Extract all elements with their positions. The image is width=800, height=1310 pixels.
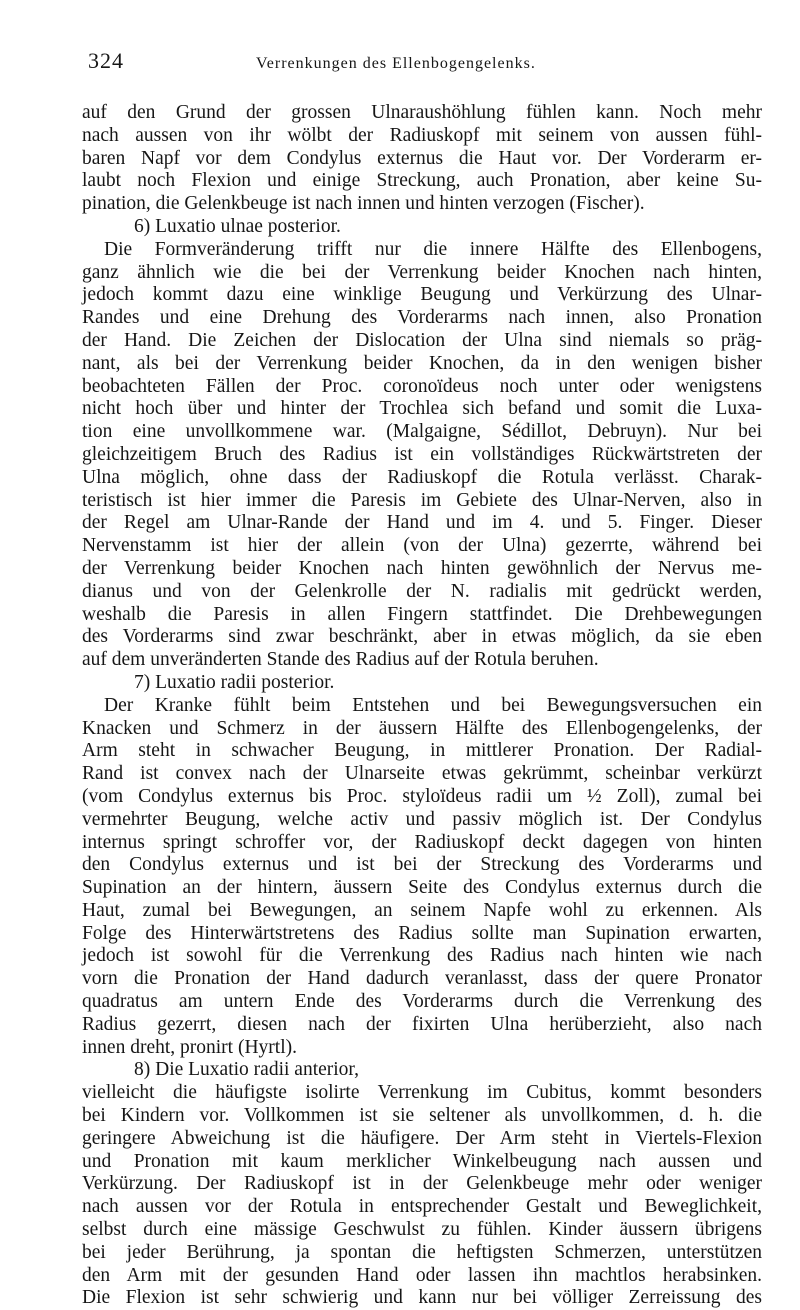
text-line: baren Napf vor dem Condylus externus die Haut vor. Der Vorderarm er- <box>82 147 762 169</box>
text-line: Arm steht in schwacher Beugung, in mittlerer Pronation. Der Radial- <box>82 740 762 762</box>
text-line: der Hand. Die Zeichen der Dislocation der Ulna sind niemals so präg- <box>82 329 762 351</box>
text-line: quadratus am untern Ende des Vorderarms durch die Verrenkung des <box>82 991 762 1013</box>
text-line: jedoch kommt dazu eine winklige Beugung und Verkürzung des Ulnar- <box>82 284 762 306</box>
text-line: Haut, zumal bei Bewegungen, an seinem Napfe wohl zu erkennen. Als <box>82 899 762 921</box>
page-number: 324 <box>88 48 124 73</box>
body-text <box>82 102 762 1310</box>
text-line: auf dem unveränderten Stande des Radius auf der Rotula beruhen. <box>82 649 599 671</box>
page-header <box>88 48 768 82</box>
text-line: Radius gezerrt, diesen nach der fixirten Ulna herüberzieht, also nach <box>82 1013 762 1035</box>
text-line: laubt noch Flexion und einige Streckung, auch Pronation, aber keine Su- <box>82 170 762 192</box>
text-line: des Vorderarms sind zwar beschränkt, aber in etwas möglich, da sie eben <box>82 626 762 648</box>
text-line: pination, die Gelenkbeuge ist nach innen und hinten verzogen (Fischer). <box>82 193 645 215</box>
text-line: tion eine unvollkommene war. (Malgaigne, Sédillot, Debruyn). Nur bei <box>82 421 762 443</box>
text-line: nach aussen vor der Rotula in entsprechender Gestalt und Beweglichkeit, <box>82 1196 762 1218</box>
text-line: innen dreht, pronirt (Hyrtl). <box>82 1036 297 1058</box>
text-line: bei jeder Berührung, ja spontan die heftigsten Schmerzen, unterstützen <box>82 1241 762 1263</box>
text-line: Randes und eine Drehung des Vorderarms nach innen, also Pronation <box>82 307 762 329</box>
section-heading: 6) Luxatio ulnae posterior. <box>134 215 341 237</box>
text-line: vielleicht die häufigste isolirte Verrenkung im Cubitus, kommt besonders <box>82 1082 762 1104</box>
running-head: Verrenkungen des Ellenbogengelenks. <box>256 55 536 72</box>
text-line: der Verrenkung beider Knochen nach hinten gewöhnlich der Nervus me- <box>82 557 762 579</box>
text-line: den Arm mit der gesunden Hand oder lassen ihn machtlos herabsinken. <box>82 1264 762 1286</box>
text-line: Die Formveränderung trifft nur die innere Hälfte des Ellenbogens, <box>104 238 762 260</box>
text-line: nicht hoch über und hinter der Trochlea sich befand und somit die Luxa- <box>82 398 762 420</box>
text-line: auf den Grund der grossen Ulnaraushöhlung fühlen kann. Noch mehr <box>82 102 762 123</box>
text-line: und Pronation mit kaum merklicher Winkelbeugung nach aussen und <box>82 1150 762 1172</box>
text-line: Rand ist convex nach der Ulnarseite etwas gekrümmt, scheinbar verkürzt <box>82 763 762 785</box>
text-line: bei Kindern vor. Vollkommen ist sie seltener als unvollkommen, d. h. die <box>82 1105 762 1127</box>
text-line: Knacken und Schmerz in der äussern Hälfte des Ellenbogengelenks, der <box>82 717 762 739</box>
text-line: (vom Condylus externus bis Proc. styloïdeus radii um ½ Zoll), zumal bei <box>82 785 762 807</box>
text-line: Supination an der hintern, äussern Seite des Condylus externus durch die <box>82 877 762 899</box>
text-line: nant, als bei der Verrenkung beider Knochen, da in den wenigen bisher <box>82 352 762 374</box>
text-line: Der Kranke fühlt beim Entstehen und bei Bewegungsversuchen ein <box>104 694 762 716</box>
text-line: Die Flexion ist sehr schwierig und kann nur bei völliger Zerreissung des <box>82 1287 762 1309</box>
text-line: nach aussen von ihr wölbt der Radiuskopf mit seinem von aussen fühl- <box>82 124 762 146</box>
text-line: Verkürzung. Der Radiuskopf ist in der Gelenkbeuge mehr oder weniger <box>82 1173 762 1195</box>
text-line: gleichzeitigem Bruch des Radius ist ein vollständiges Rückwärtstreten der <box>82 443 762 465</box>
text-line: Ulna möglich, ohne dass der Radiuskopf die Rotula verlässt. Charak- <box>82 466 762 488</box>
text-line: Nervenstamm ist hier der allein (von der Ulna) gezerrte, während bei <box>82 535 762 557</box>
text-line: weshalb die Paresis in allen Fingern stattfindet. Die Drehbewegungen <box>82 603 762 625</box>
text-line: vorn die Pronation der Hand dadurch veranlasst, dass der quere Pronator <box>82 968 762 990</box>
text-line: jedoch ist sowohl für die Verrenkung des Radius nach hinten wie nach <box>82 945 762 967</box>
text-line: der Regel am Ulnar-Rande der Hand und im 4. und 5. Finger. Dieser <box>82 512 762 534</box>
text-line: vermehrter Beugung, welche activ und passiv möglich ist. Der Condylus <box>82 808 762 830</box>
text-line: teristisch ist hier immer die Paresis im Gebiete des Ulnar-Nerven, also in <box>82 489 762 511</box>
section-heading: 7) Luxatio radii posterior. <box>134 671 335 693</box>
section-heading: 8) Die Luxatio radii anterior, <box>134 1059 360 1081</box>
text-line: internus springt schroffer vor, der Radiuskopf deckt dagegen von hinten <box>82 831 762 853</box>
text-line: Folge des Hinterwärtstretens des Radius sollte man Supination erwarten, <box>82 922 762 944</box>
text-line: dianus und von der Gelenkrolle der N. radialis mit gedrückt werden, <box>82 580 762 602</box>
text-line: beobachteten Fällen der Proc. coronoïdeus noch unter oder wenigstens <box>82 375 762 397</box>
text-line: ganz ähnlich wie die bei der Verrenkung beider Knochen nach hinten, <box>82 261 762 283</box>
text-line: geringere Abweichung ist die häufigere. Der Arm steht in Viertels-Flexion <box>82 1127 762 1149</box>
text-line: den Condylus externus und ist bei der Streckung des Vorderarms und <box>82 854 762 876</box>
text-line: selbst durch eine mässige Geschwulst zu fühlen. Kinder äussern übrigens <box>82 1219 762 1241</box>
